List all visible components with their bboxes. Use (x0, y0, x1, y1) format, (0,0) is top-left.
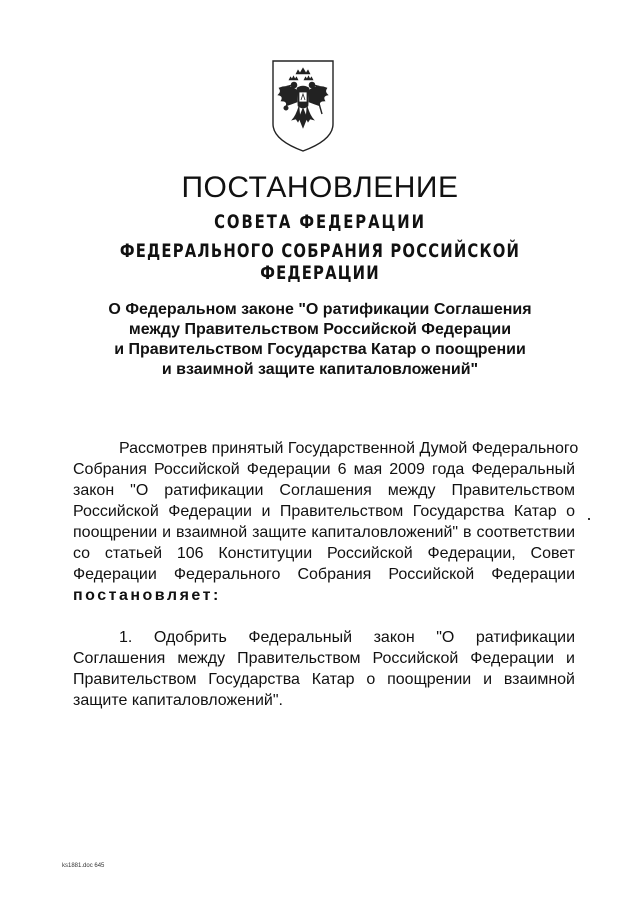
coat-of-arms-icon (270, 58, 336, 154)
paragraph-line: Соглашения между Правительством Российской Федерации и (73, 650, 575, 667)
resolves-keyword: постановляет: (73, 587, 221, 604)
issuing-body-line2: ФЕДЕРАЛЬНОГО СОБРАНИЯ РОССИЙСКОЙ ФЕДЕРАЦИИ (119, 240, 521, 284)
paragraph-line: со статьей 106 Конституции Российской Федерации, Совет (73, 545, 575, 562)
paragraph-line: Российской Федерации и Правительством Государства Катар о (73, 503, 575, 520)
issuing-body-line1: СОВЕТА ФЕДЕРАЦИИ (214, 211, 426, 233)
paragraph-line: закон "О ратификации Соглашения между Правительством (73, 482, 575, 499)
document-subject (60, 300, 580, 380)
subject-line: и взаимной защите капиталовложений" (161, 361, 479, 378)
resolution-item-1 (73, 627, 575, 711)
subject-line: О Федеральном законе "О ратификации Соглашения (108, 301, 532, 318)
paragraph-line: Рассмотрев принятый Государственной Думой Федерального (119, 440, 579, 457)
paragraph-line: Правительством Государства Катар о поощрении и взаимной (73, 671, 575, 688)
footer-file-code: ks1881.doc 645 (62, 863, 105, 869)
paragraph-line: поощрении и взаимной защите капиталовложений" в соответствии (73, 524, 575, 541)
subject-line: между Правительством Российской Федерации (128, 321, 512, 338)
subject-line: и Правительством Государства Катар о поощрении (114, 341, 526, 358)
scan-speck (588, 518, 590, 520)
paragraph-line: Федерации Федерального Собрания Российской Федерации (73, 566, 575, 583)
paragraph-line: защите капиталовложений". (73, 692, 283, 709)
paragraph-line: 1. Одобрить Федеральный закон "О ратификации (119, 629, 575, 646)
document-title: ПОСТАНОВЛЕНИЕ (181, 171, 459, 204)
preamble-paragraph (73, 438, 579, 606)
paragraph-line: Собрания Российской Федерации 6 мая 2009 года Федеральный (73, 461, 575, 478)
